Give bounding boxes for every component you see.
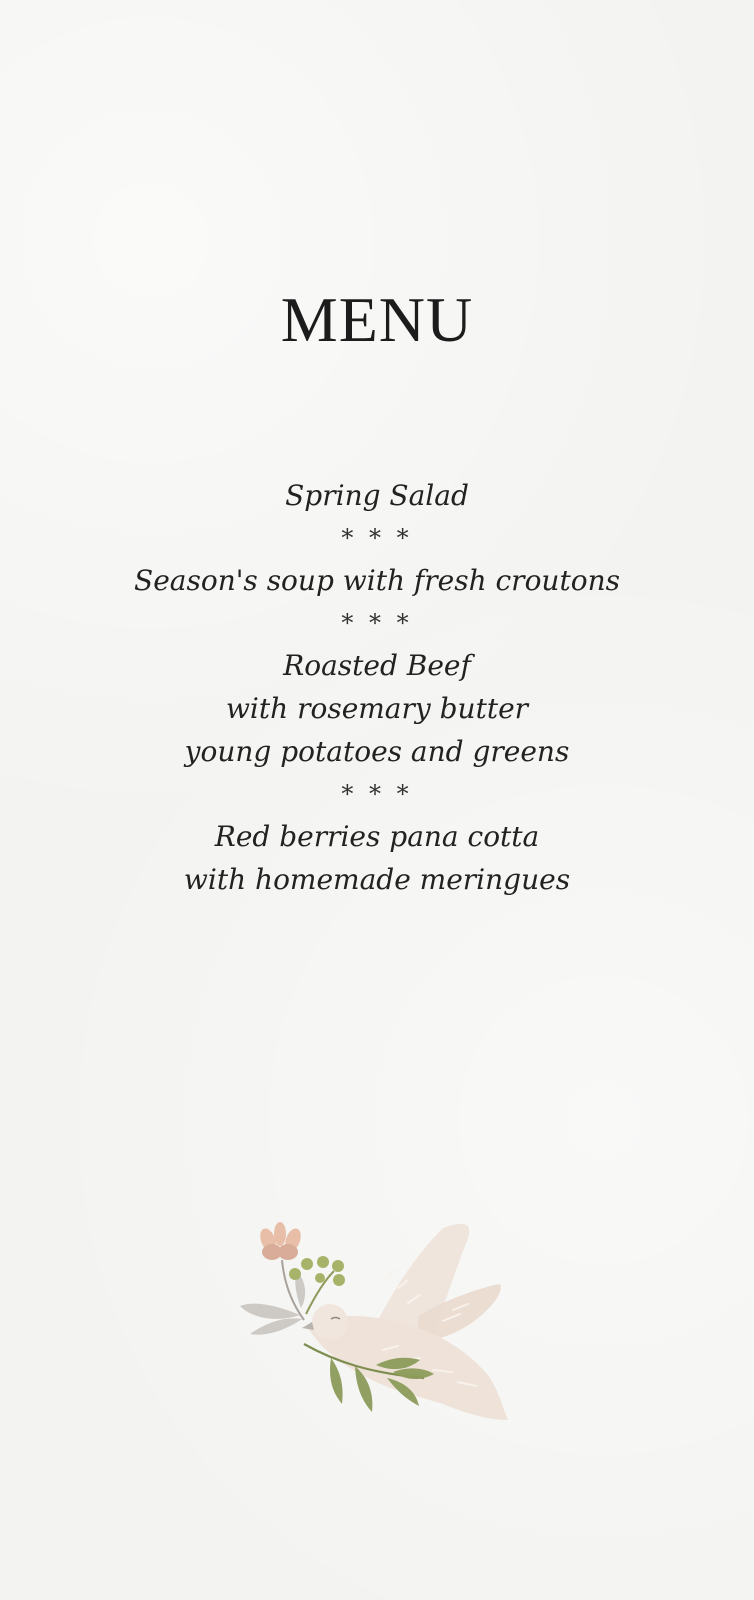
course-line: with rosemary butter xyxy=(225,692,529,725)
course-line: with homemade meringues xyxy=(183,863,571,896)
course-line: Roasted Beef xyxy=(283,649,471,682)
dove-beak-icon xyxy=(302,1322,314,1330)
menu-courses xyxy=(0,474,754,901)
leaf-icon xyxy=(250,1318,302,1334)
course-separator: * * * xyxy=(341,524,413,552)
course-separator: * * * xyxy=(341,609,413,637)
course-line: Season's soup with fresh croutons xyxy=(134,564,620,597)
flower-icon xyxy=(257,1222,303,1260)
menu-title: MENU xyxy=(280,284,474,355)
leaf-icon xyxy=(240,1304,300,1319)
course-line: young potatoes and greens xyxy=(184,735,570,768)
course-line: Red berries pana cotta xyxy=(214,820,540,853)
leaf-icon xyxy=(330,1358,343,1404)
course-line: Spring Salad xyxy=(285,479,469,512)
dove-head-icon xyxy=(312,1304,348,1340)
course-separator: * * * xyxy=(341,780,413,808)
dove-with-flower-branch-icon xyxy=(238,1218,528,1458)
